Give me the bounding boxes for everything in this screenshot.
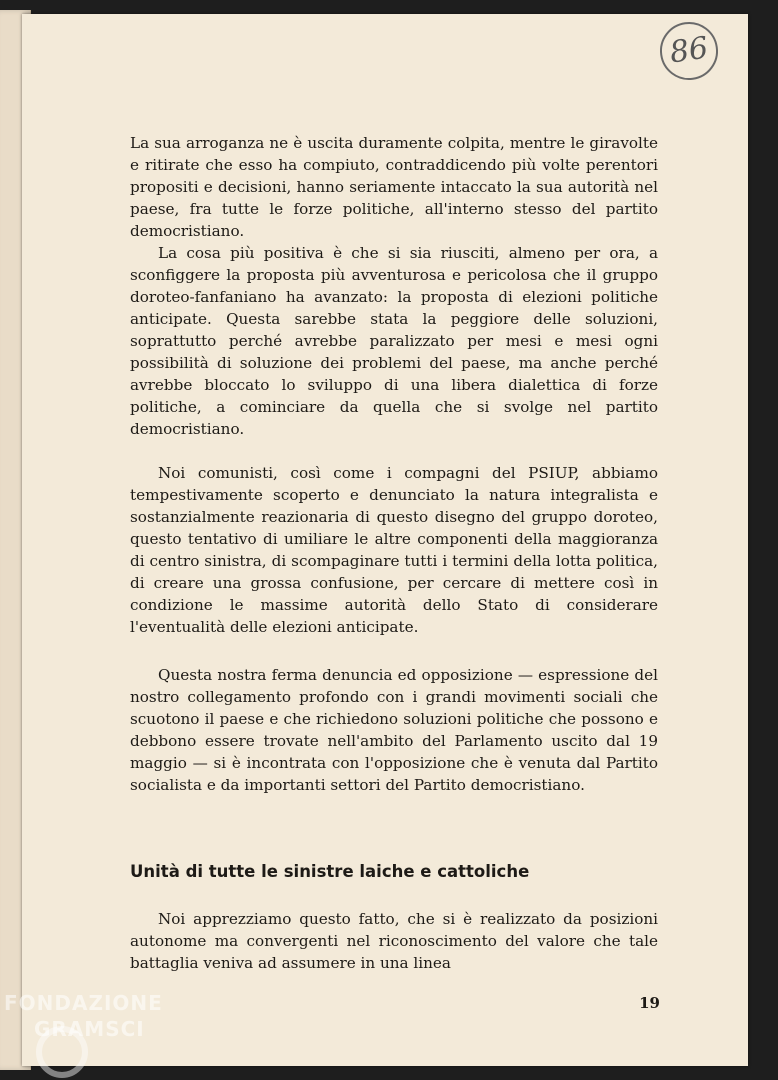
handwritten-stamp: 86	[656, 18, 722, 84]
watermark-line-2: GRAMSCI	[34, 1017, 145, 1041]
paragraph-3: Noi comunisti, così come i compagni del PSIUP, abbiamo tempestivamente scoperto e denunciato la natura integralista e sostanzialmente reazionaria di questo disegno del gruppo doroteo, questo tentativo di umiliare le altre componenti della maggioranza di centro sinistra, di scompaginare tutti i termini della lotta politica, di creare una grossa confusione, per cercare di mettere così in condizione le massime autorità dello Stato di considerare l'eventualità delle elezioni anticipate.	[130, 464, 658, 636]
watermark-line-1: FONDAZIONE	[4, 991, 163, 1015]
paragraph-4: Questa nostra ferma denuncia ed opposizione — espressione del nostro collegamento profondo con i grandi movimenti sociali che scuotono il paese e che richiedono soluzioni politiche che possono e debbono essere trovate nell'ambito del Parlamento uscito dal 19 maggio — si è incontrata con l'opposizione che è venuta dal Partito socialista e da importanti settori del Partito democristiano.	[130, 666, 658, 794]
section-heading: Unità di tutte le sinistre laiche e cattoliche	[130, 862, 530, 881]
paragraph-1: La sua arroganza ne è uscita duramente colpita, mentre le giravolte e ritirate che esso ha compiuto, contraddicendo più volte perentori propositi e decisioni, hanno seriamente intaccato la sua autorità nel paese, fra tutte le forze politiche, all'interno stesso del partito democristiano.	[130, 134, 658, 240]
paragraph-2: La cosa più positiva è che si sia riusciti, almeno per ora, a sconfiggere la proposta più avventurosa e pericolosa che il gruppo doroteo-fanfaniano ha avanzato: la proposta di elezioni politiche anticipate. Questa sarebbe stata la peggiore delle soluzioni, soprattutto perché avrebbe paralizzato per mesi e mesi ogni possibilità di soluzione dei problemi del paese, ma anche perché avrebbe bloccato lo sviluppo di una libera dialettica di forze politiche, a cominciare da quella che si svolge nel partito democristiano.	[130, 244, 658, 438]
paragraph-5: Noi apprezziamo questo fatto, che si è realizzato da posizioni autonome ma convergenti nel riconoscimento del valore che tale battaglia veniva ad assumere in una linea	[130, 910, 658, 972]
watermark	[4, 990, 194, 1060]
page-number: 19	[639, 994, 660, 1012]
